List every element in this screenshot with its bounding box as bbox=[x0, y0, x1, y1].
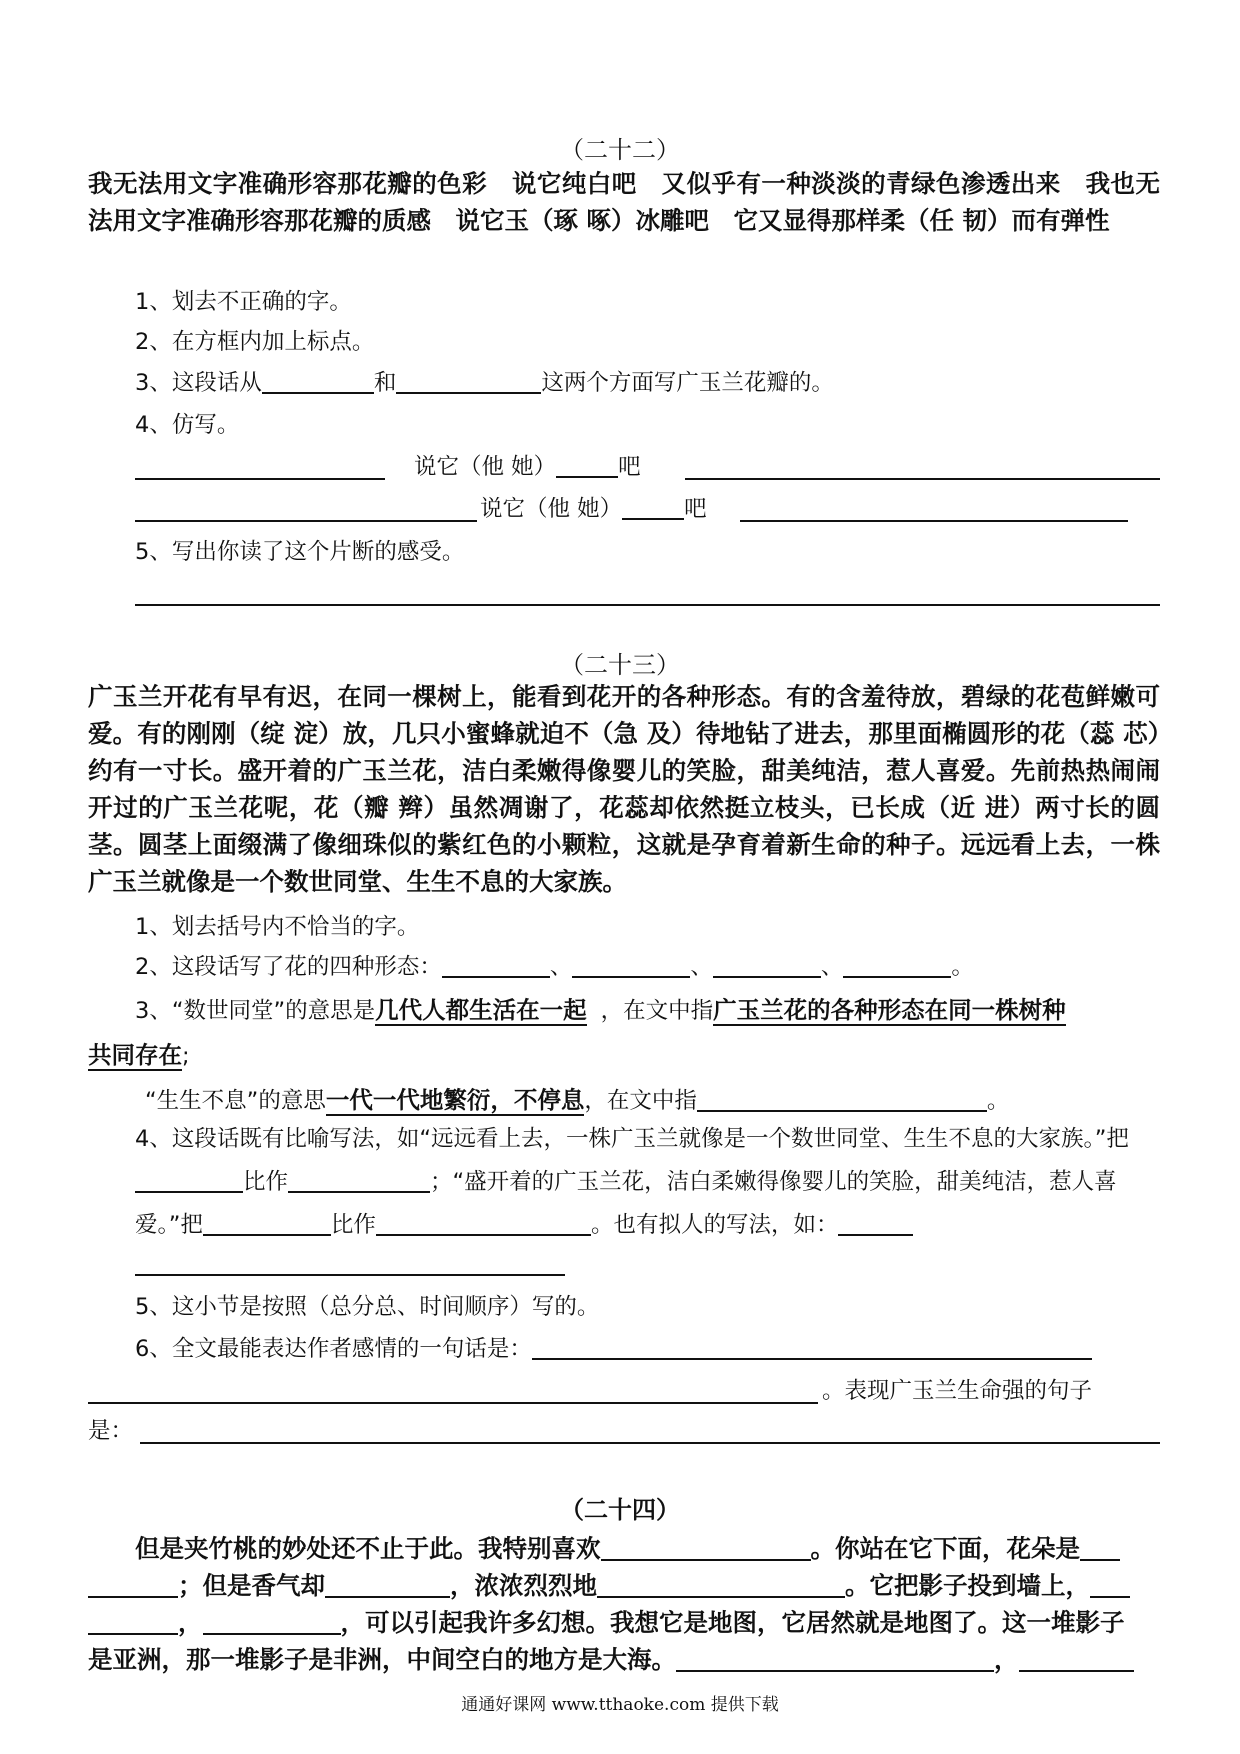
s22-imit2-blank-2[interactable] bbox=[622, 492, 684, 520]
s23-q4-text-d: 比作 bbox=[330, 1212, 376, 1238]
s24-blank-8[interactable] bbox=[1019, 1644, 1134, 1672]
s23-question-1: 1、划去括号内不恰当的字。 bbox=[135, 914, 420, 940]
s24-l2-text-c: 。它把影子投到墙上， bbox=[845, 1571, 1090, 1600]
s23-q4-blank-5[interactable] bbox=[838, 1208, 913, 1236]
s23-q4-text-a: 4、这段话既有比喻写法，如“远远看上去，一株广玉兰就像是一个数世同堂、生生不息的大家族。”把 bbox=[135, 1126, 1129, 1152]
s24-l2-text-b: ，浓浓烈烈地 bbox=[450, 1571, 597, 1600]
section-23-passage: 广玉兰开花有早有迟，在同一棵树上，能看到花开的各种形态。有的含羞待放，碧绿的花苞鲜嫩可爱。有的刚刚（绽 淀）放，几只小蜜蜂就迫不（急 及）待地钻了进去，那里面椭圆形的花（蕊 芯）约有一寸长。盛开着的广玉兰花，洁白柔嫩得像婴儿的笑脸，甜美纯洁，惹人喜爱。先前热热闹闹开过的广玉兰花呢，花（瓣 辫）虽然凋谢了，花蕊却依然挺立枝头，已长成（近 进）两寸长的圆茎。圆茎上面缀满了像细珠似的紫红色的小颗粒，这就是孕育着新生命的种子。远远看上去，一株广玉兰就像是一个数世同堂、生生不息的大家族。 bbox=[88, 682, 1160, 896]
s22-imit2-label: 说它（他 她） bbox=[480, 496, 623, 522]
s23-q4-text-b: 比作 bbox=[243, 1169, 289, 1195]
s24-l1-text-b: 。你站在它下面，花朵是 bbox=[810, 1534, 1080, 1563]
s22-q3-text-b: 和 bbox=[373, 370, 397, 396]
s24-line-3 bbox=[88, 1604, 1160, 1641]
s23-q3-text-a: 3、“数世同堂”的意思是 bbox=[135, 998, 376, 1024]
s23-q6-blank-3[interactable] bbox=[140, 1442, 1160, 1444]
s24-l4-text-b: ， bbox=[994, 1645, 1019, 1674]
s23-q3-text-c: “生生不息”的意思 bbox=[145, 1088, 326, 1114]
s23-question-2 bbox=[135, 950, 1160, 984]
s24-blank-1[interactable] bbox=[601, 1533, 811, 1561]
s22-q3-blank-1[interactable] bbox=[262, 366, 374, 394]
s23-question-3-part2 bbox=[145, 1083, 1170, 1118]
s23-q3-answer-3: 一代一代地繁衍，不停息 bbox=[325, 1086, 585, 1114]
s23-q4-blank-1[interactable] bbox=[135, 1165, 243, 1193]
s24-blank-3[interactable] bbox=[325, 1570, 450, 1598]
s22-question-4: 4、仿写。 bbox=[135, 412, 240, 438]
s24-l2-text-a: ；但是香气却 bbox=[178, 1571, 325, 1600]
s23-q2-blank-3[interactable] bbox=[713, 950, 821, 978]
s22-imit1-blank-3[interactable] bbox=[685, 478, 1160, 480]
s22-imit1-blank-1[interactable] bbox=[135, 478, 385, 480]
s22-question-1: 1、划去不正确的字。 bbox=[135, 289, 352, 315]
s22-q3-blank-2[interactable] bbox=[396, 366, 541, 394]
s22-imit2-blank-1[interactable] bbox=[135, 520, 477, 522]
s23-q3-answer-2b: 共同存在 bbox=[88, 1041, 182, 1069]
s23-question-5: 5、这小节是按照（总分总、时间顺序）写的。 bbox=[135, 1294, 600, 1320]
s23-q4-blank-4[interactable] bbox=[376, 1208, 591, 1236]
s23-q4-text-e: 。也有拟人的写法，如： bbox=[590, 1212, 839, 1238]
s24-blank-5[interactable] bbox=[1090, 1570, 1130, 1598]
s24-line-2 bbox=[88, 1567, 1160, 1604]
s22-q3-text-a: 3、这段话从 bbox=[135, 370, 262, 396]
s23-q2-text: 2、这段话写了花的四种形态： bbox=[135, 954, 442, 980]
s23-q2-sep-3: 、 bbox=[820, 954, 844, 980]
s24-l3-text-b: ，可以引起我许多幻想。我想它是地图，它居然就是地图了。这一堆影子 bbox=[340, 1608, 1125, 1637]
s24-l1-text-a: 但是夹竹桃的妙处还不止于此。我特别喜欢 bbox=[135, 1534, 601, 1563]
s23-q3-answer-1: 几代人都生活在一起 bbox=[375, 996, 587, 1024]
s23-q3-semicolon: ; bbox=[182, 1043, 190, 1069]
s23-q2-sep-2: 、 bbox=[690, 954, 713, 980]
s22-imit1-ba: 吧 bbox=[618, 454, 641, 480]
s23-q3-blank[interactable] bbox=[697, 1084, 987, 1112]
s23-question-3-cont bbox=[88, 1038, 1160, 1073]
section-23-title: （二十三） bbox=[560, 651, 680, 679]
s23-question-3 bbox=[135, 993, 1160, 1028]
s24-blank-5b[interactable] bbox=[88, 1607, 178, 1635]
s22-imit2-text bbox=[480, 492, 780, 526]
s23-question-6 bbox=[135, 1332, 1160, 1366]
s23-q6-blank-2[interactable] bbox=[88, 1402, 818, 1404]
s23-q2-blank-1[interactable] bbox=[442, 950, 550, 978]
s22-imit2-ba: 吧 bbox=[684, 496, 707, 522]
section-24-title: （二十四） bbox=[560, 1496, 680, 1524]
s24-blank-2b[interactable] bbox=[88, 1570, 178, 1598]
s24-blank-7[interactable] bbox=[676, 1644, 994, 1672]
s22-question-5: 5、写出你读了这个片断的感受。 bbox=[135, 539, 465, 565]
s23-q2-blank-2[interactable] bbox=[572, 950, 690, 978]
section-22-passage: 我无法用文字准确形容那花瓣的色彩 说它纯白吧 又似乎有一种淡淡的青绿色渗透出来 我也无法用文字准确形容那花瓣的质感 说它玉（琢 啄）冰雕吧 它又显得那样柔（任 韧）而有弹性 bbox=[88, 169, 1160, 235]
s22-imit2-blank-3[interactable] bbox=[740, 520, 1128, 522]
s24-l3-text-a: ， bbox=[178, 1608, 203, 1637]
s24-blank-2[interactable] bbox=[1080, 1533, 1120, 1561]
s22-question-3 bbox=[135, 366, 1160, 400]
s23-q3-answer-2a: 广玉兰花的各种形态在同一株树种 bbox=[713, 996, 1066, 1024]
s24-line-4 bbox=[88, 1641, 1160, 1678]
s23-q6-text: 6、全文最能表达作者感情的一句话是： bbox=[135, 1336, 532, 1362]
s24-line-1 bbox=[135, 1530, 1160, 1567]
s22-imit1-blank-2[interactable] bbox=[556, 450, 618, 478]
s23-q3-text-d: ，在文中指 bbox=[584, 1088, 697, 1114]
s23-q6-blank-1[interactable] bbox=[532, 1332, 1092, 1360]
s23-question-4 bbox=[135, 1118, 1160, 1247]
s23-q4-blank-3[interactable] bbox=[203, 1208, 331, 1236]
s23-q4-blank-2[interactable] bbox=[288, 1165, 430, 1193]
s22-question-2: 2、在方框内加上标点。 bbox=[135, 329, 375, 355]
s24-blank-6[interactable] bbox=[203, 1607, 341, 1635]
s24-blank-4[interactable] bbox=[597, 1570, 845, 1598]
s22-q3-text-c: 这两个方面写广玉兰花瓣的。 bbox=[541, 370, 834, 396]
s23-q6-text-c: 是： bbox=[88, 1418, 134, 1444]
page-footer: 通通好课网 www.tthaoke.com 提供下载 bbox=[461, 1695, 779, 1715]
s22-imit1-label: 说它（他 她） bbox=[414, 454, 557, 480]
s23-q3-period: 。 bbox=[986, 1088, 1010, 1114]
s23-q4-text-c: ；“盛开着的广玉兰花，洁白柔嫩得像婴儿的笑脸，甜美纯洁，惹人喜爱。”把 bbox=[135, 1169, 1117, 1238]
s23-q6-text-b: 。表现广玉兰生命强的句子 bbox=[822, 1378, 1093, 1404]
s23-q2-period: 。 bbox=[951, 954, 974, 980]
s23-q3-text-b: ，在文中指 bbox=[600, 998, 714, 1024]
s23-q2-sep-1: 、 bbox=[549, 954, 573, 980]
s23-q4-answer-line[interactable] bbox=[135, 1274, 565, 1276]
s22-imit1-text bbox=[414, 450, 714, 484]
s22-q5-answer-line[interactable] bbox=[135, 604, 1160, 606]
s23-q2-blank-4[interactable] bbox=[843, 950, 951, 978]
section-22-title: （二十二） bbox=[560, 136, 680, 164]
s24-l4-text-a: 是亚洲，那一堆影子是非洲，中间空白的地方是大海。 bbox=[88, 1645, 676, 1674]
